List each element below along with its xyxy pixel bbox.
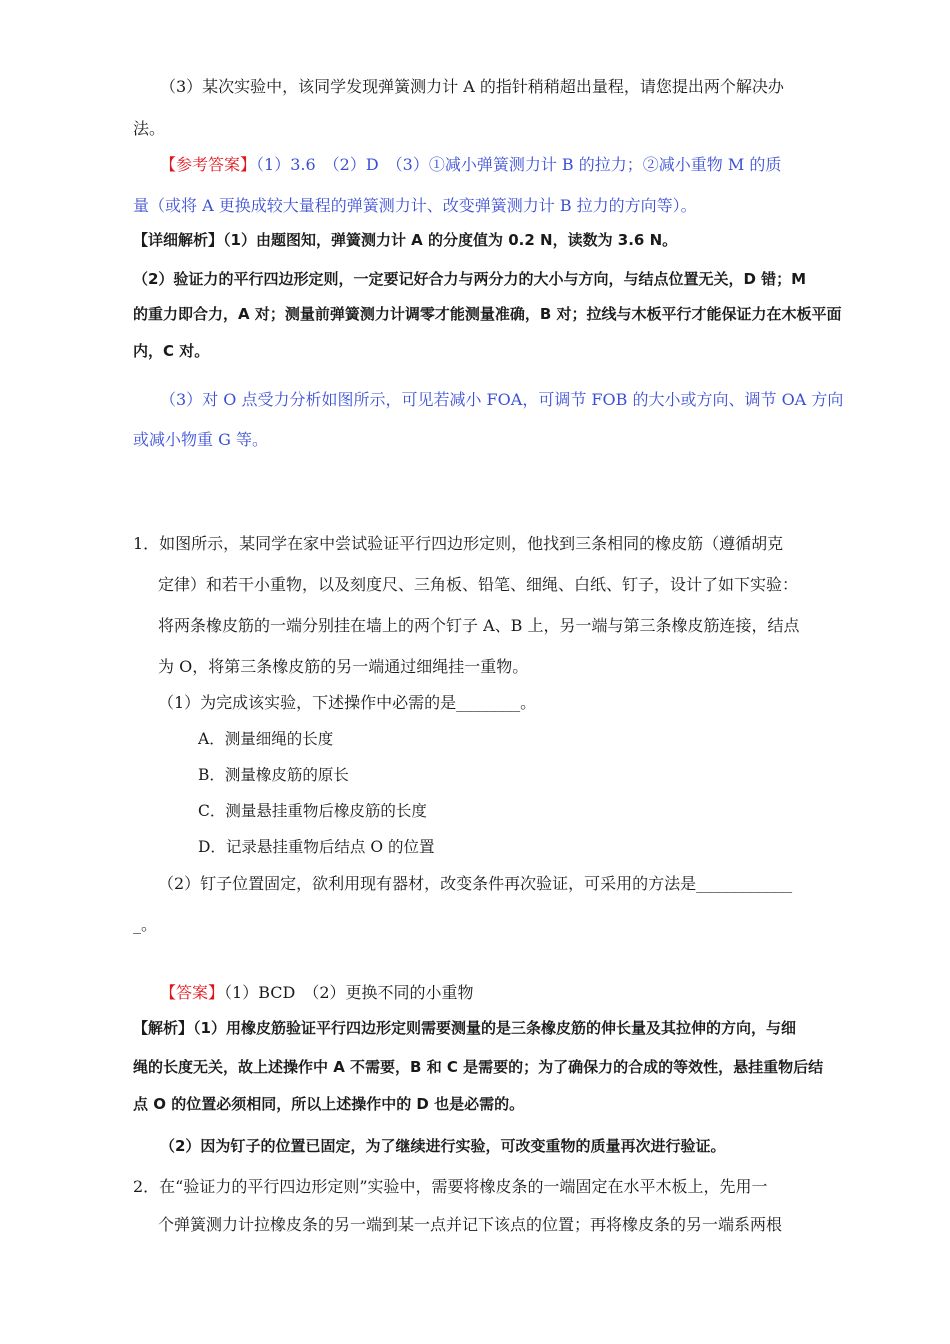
q1-sub1: （1）为完成该实验，下述操作中必需的是________。 (158, 693, 537, 712)
answer-text: （1）3.6 （2）D （3）①减小弹簧测力计 B 的拉力；②减小重物 M 的质 (256, 155, 782, 174)
option-d: D．记录悬挂重物后结点 O 的位置 (198, 838, 435, 856)
q1-analysis-line2: 绳的长度无关，故上述操作中 A 不需要，B 和 C 是需要的；为了确保力的合成的等效性，悬挂重物后结 (133, 1058, 824, 1076)
explanation-line1: 【详细解析】（1）由题图知，弹簧测力计 A 的分度值为 0.2 N，读数为 3.6 N。 (133, 231, 678, 249)
q3-text-line2: 法。 (133, 119, 166, 138)
q1-line4: 为 O，将第三条橡皮筋的另一端通过细绳挂一重物。 (158, 657, 529, 676)
q1-line1: 1．如图所示，某同学在家中尝试验证平行四边形定则，他找到三条相同的橡皮筋（遵循胡克 (133, 534, 784, 553)
q1-sub2-line1: （2）钉子位置固定，欲利用现有器材，改变条件再次验证，可采用的方法是____________ (158, 874, 793, 893)
reference-answer (160, 154, 781, 176)
explanation-line6: 或减小物重 G 等。 (133, 430, 268, 449)
explanation-line5: （3）对 O 点受力分析如图所示，可见若减小 FOA，可调节 FOB 的大小或方向、调节 OA 方向 (160, 390, 844, 409)
q1-answer (160, 982, 474, 1004)
q1-line2: 定律）和若干小重物，以及刻度尺、三角板、铅笔、细绳、白纸、钉子，设计了如下实验： (158, 575, 799, 594)
q1-analysis-line1: 【解析】（1）用橡皮筋验证平行四边形定则需要测量的是三条橡皮筋的伸长量及其拉伸的方向，与细 (133, 1019, 796, 1037)
q1-analysis-line3: 点 O 的位置必须相同，所以上述操作中的 D 也是必需的。 (133, 1095, 525, 1113)
option-b: B．测量橡皮筋的原长 (198, 766, 349, 784)
explanation-line4: 内，C 对。 (133, 342, 210, 360)
option-a: A．测量细绳的长度 (198, 730, 334, 748)
q2-line1: 2．在“验证力的平行四边形定则”实验中，需要将橡皮条的一端固定在水平木板上，先用一 (133, 1177, 768, 1196)
q1-sub2-line2: _。 (133, 915, 158, 934)
explanation-line2: （2）验证力的平行四边形定则，一定要记好合力与两分力的大小与方向，与结点位置无关，D 错；M (133, 270, 807, 288)
answer-tag: 【参考答案】 (160, 155, 257, 174)
option-c: C．测量悬挂重物后橡皮筋的长度 (198, 802, 427, 820)
q1-line3: 将两条橡皮筋的一端分别挂在墙上的两个钉子 A、B 上，另一端与第三条橡皮筋连接，结点 (158, 616, 800, 635)
q1-answer-text: （1）BCD （2）更换不同的小重物 (224, 983, 474, 1002)
q1-answer-tag: 【答案】 (160, 983, 225, 1002)
q1-analysis-line4: （2）因为钉子的位置已固定，为了继续进行实验，可改变重物的质量再次进行验证。 (160, 1137, 726, 1155)
q3-text-line1: （3）某次实验中，该同学发现弹簧测力计 A 的指针稍稍超出量程，请您提出两个解决办 (160, 77, 784, 96)
explanation-line3: 的重力即合力，A 对；测量前弹簧测力计调零才能测量准确，B 对；拉线与木板平行才能保证力在木板平面 (133, 305, 842, 323)
q2-line2: 个弹簧测力计拉橡皮条的另一端到某一点并记下该点的位置；再将橡皮条的另一端系两根 (158, 1215, 783, 1234)
answer-text-line2: 量（或将 A 更换成较大量程的弹簧测力计、改变弹簧测力计 B 拉力的方向等）。 (133, 196, 697, 215)
